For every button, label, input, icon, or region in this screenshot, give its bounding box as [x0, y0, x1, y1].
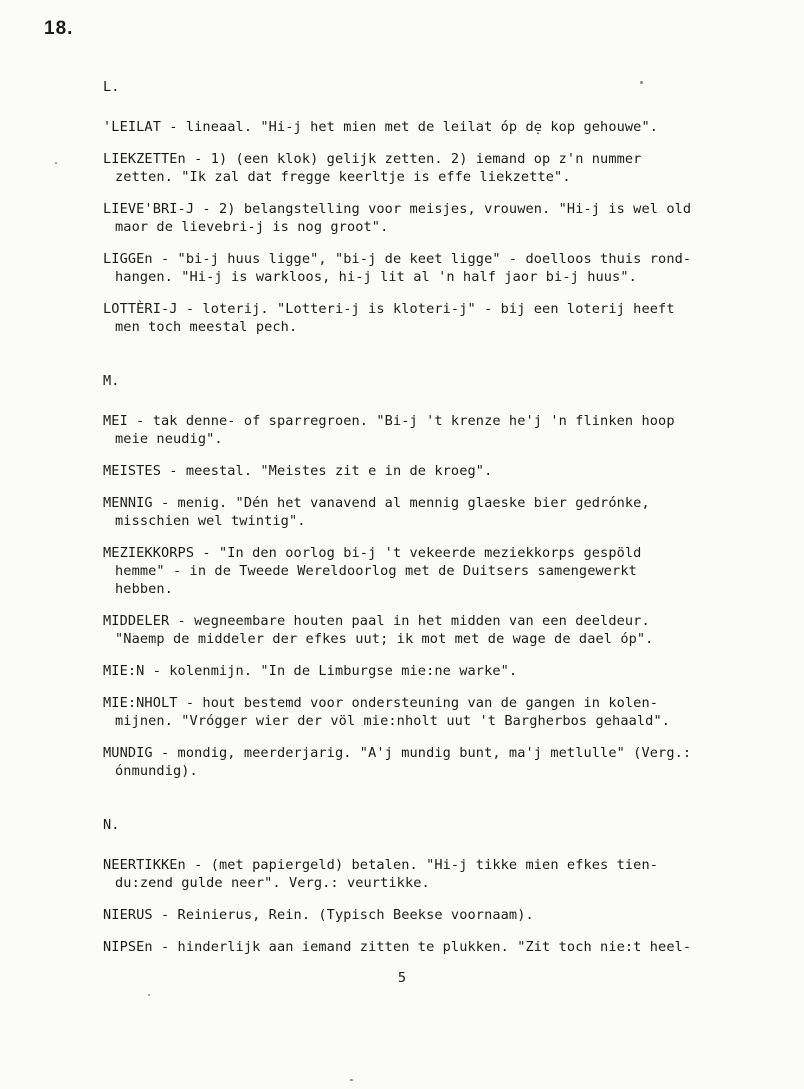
footer-page-number: 5: [397, 970, 407, 986]
section-letter: M.: [103, 373, 120, 389]
dictionary-entry: [103, 150, 723, 186]
entry-line: maor de lievebri-j is nog groot".: [115, 219, 389, 235]
section-gap: [103, 794, 723, 816]
entry-line: hangen. "Hi-j is warkloos, hi-j lit al 'n half jaor bi-j huus".: [115, 269, 637, 285]
entry-line: MIE:N - kolenmijn. "In de Limburgse mie:ne warke".: [103, 663, 518, 679]
dictionary-entry: [103, 250, 723, 286]
entry-line: MEISTES - meestal. "Meistes zit e in de kroeg".: [103, 463, 493, 479]
dictionary-entry: [103, 300, 723, 336]
page-number: 18.: [44, 18, 74, 39]
dictionary-content: [103, 78, 723, 970]
entry-line: LIEKZETTEn - 1) (een klok) gelijk zetten. 2) iemand op z'n nummer: [103, 151, 642, 167]
dictionary-entry: [103, 906, 723, 924]
entry-line: hebben.: [115, 581, 173, 597]
scan-speck: [148, 994, 150, 996]
entry-line: MUNDIG - mondig, meerderjarig. "A'j mundig bunt, ma'j metlulle" (Verg.:: [103, 745, 692, 761]
entry-line: LIGGEn - "bi-j huus ligge", "bi-j de keet ligge" - doelloos thuis rond-: [103, 251, 692, 267]
dictionary-entry: [103, 744, 723, 780]
entry-line: 'LEILAT - lineaal. "Hi-j het mien met de leilat óp dẹ kop gehouwe".: [103, 119, 659, 135]
entry-line: LIEVE'BRI-J - 2) belangstelling voor meisjes, vrouwen. "Hi-j is wel old: [103, 201, 692, 217]
entry-line: MIE:NHOLT - hout bestemd voor ondersteuning van de gangen in kolen-: [103, 695, 659, 711]
dictionary-entry: [103, 856, 723, 892]
dictionary-entry: [103, 462, 723, 480]
section-letter: N.: [103, 817, 120, 833]
entry-line: zetten. "Ik zal dat fregge keerltje is effe liekzette".: [115, 169, 571, 185]
dictionary-entry: [103, 938, 723, 956]
dictionary-entry: [103, 118, 723, 136]
entry-line: misschien wel twintig".: [115, 513, 306, 529]
section-letter: L.: [103, 79, 120, 95]
dictionary-entry: [103, 200, 723, 236]
dictionary-entry: [103, 412, 723, 448]
dictionary-entry: [103, 544, 723, 598]
dictionary-entry: [103, 494, 723, 530]
entry-line: NEERTIKKEn - (met papiergeld) betalen. "Hi-j tikke mien efkes tien-: [103, 857, 659, 873]
section-gap: [103, 350, 723, 372]
entry-line: ónmundig).: [115, 763, 198, 779]
entry-line: MEI - tak denne- of sparregroen. "Bi-j 't krenze he'j 'n flinken hoop: [103, 413, 675, 429]
entry-line: LOTTÈRI-J - loterij. "Lotteri-j is kloteri-j" - bij een loterij heeft: [103, 301, 675, 317]
dictionary-entry: [103, 612, 723, 648]
scan-speck: [350, 1079, 353, 1081]
dictionary-entry: [103, 662, 723, 680]
entry-line: men toch meestal pech.: [115, 319, 298, 335]
entry-line: mijnen. "Vrógger wier der völ mie:nholt uut 't Bargherbos gehaald".: [115, 713, 671, 729]
entry-line: du:zend gulde neer". Verg.: veurtikke.: [115, 875, 430, 891]
entry-line: MENNIG - menig. "Dén het vanavend al mennig glaeske bier gedrónke,: [103, 495, 650, 511]
entry-line: NIPSEn - hinderlijk aan iemand zitten te plukken. "Zit toch nie:t heel-: [103, 939, 692, 955]
entry-line: MIDDELER - wegneembare houten paal in het midden van een deeldeur.: [103, 613, 650, 629]
scan-speck: [640, 81, 643, 84]
dictionary-entry: [103, 694, 723, 730]
scan-speck: [55, 162, 57, 164]
entry-line: meie neudig".: [115, 431, 223, 447]
entry-line: "Naemp de middeler der efkes uut; ik mot met de wage de dael óp".: [115, 631, 654, 647]
entry-line: hemme" - in de Tweede Wereldoorlog met de Duitsers samengewerkt: [115, 563, 637, 579]
entry-line: NIERUS - Reinierus, Rein. (Typisch Beekse voornaam).: [103, 907, 534, 923]
entry-line: MEZIEKKORPS - "In den oorlog bi-j 't vekeerde meziekkorps gespöld: [103, 545, 642, 561]
